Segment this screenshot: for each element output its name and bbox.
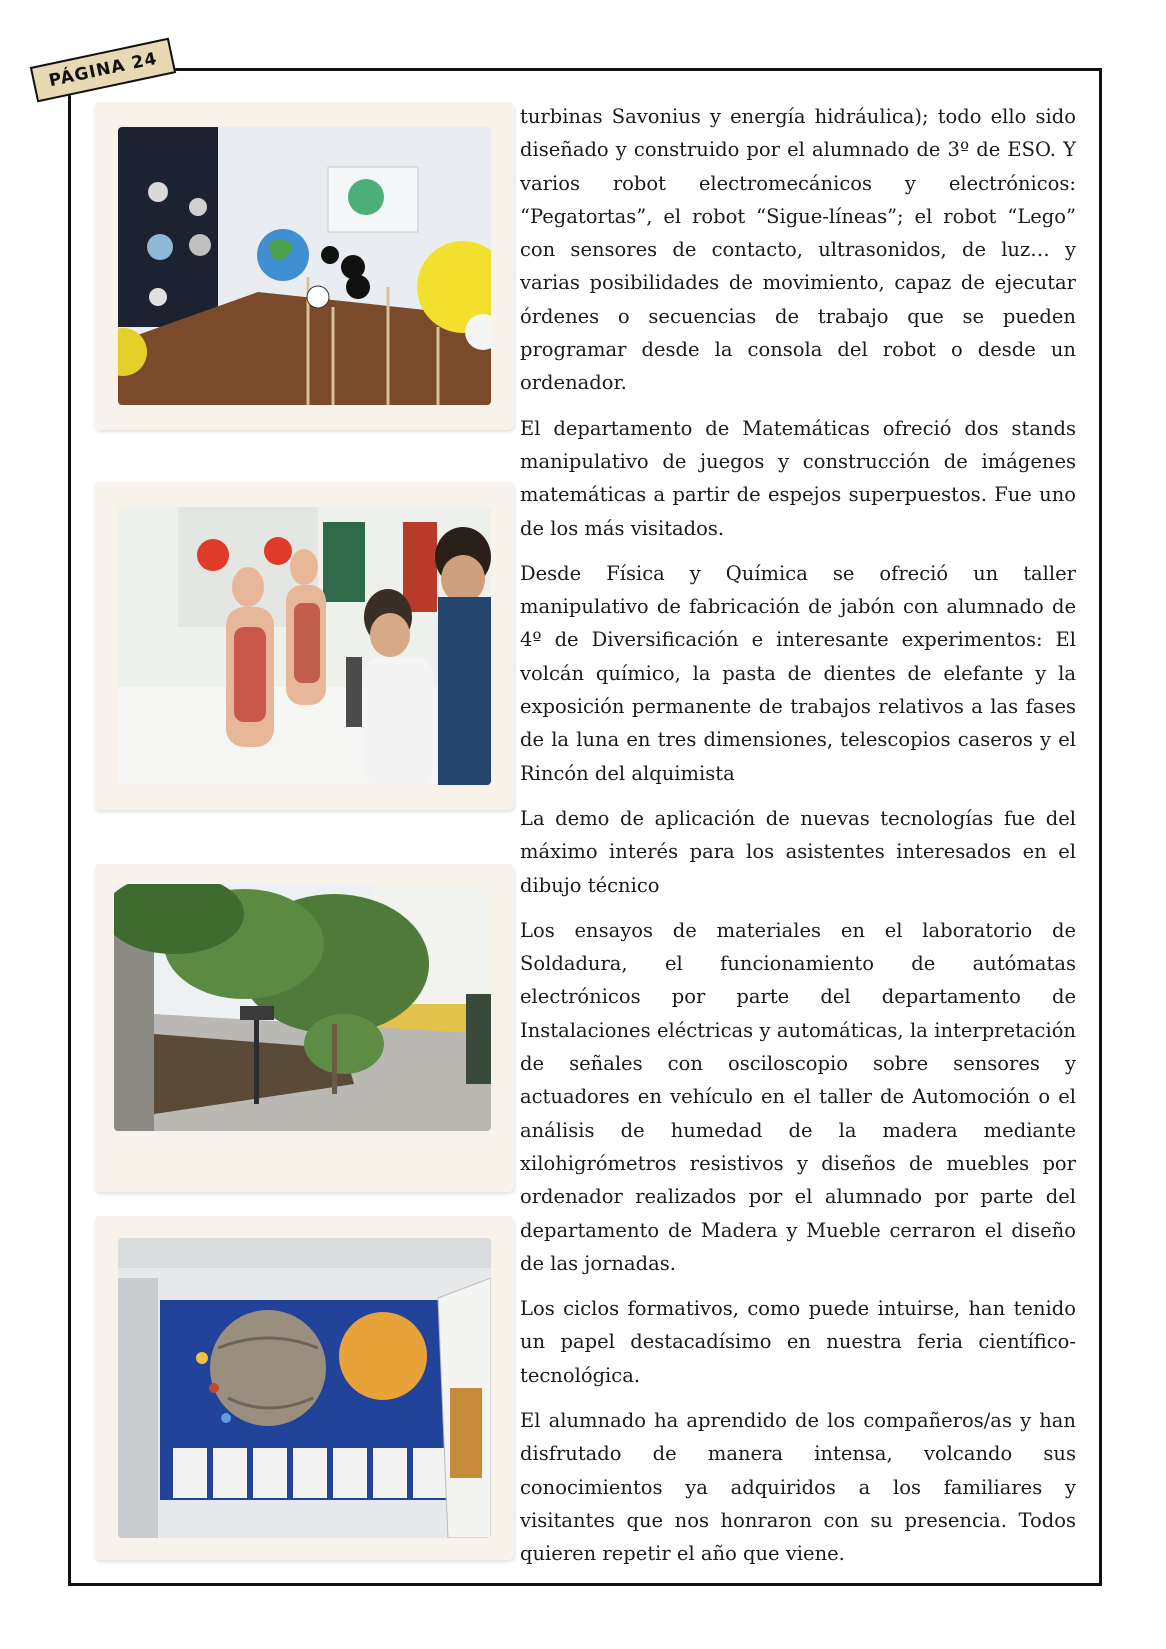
photo-card-1 [94,102,514,430]
paragraph-6: Los ciclos formativos, como puede intuirse, han tenido un papel destacadísimo en nuestra feria científico-tecnológica. [520,1297,1076,1387]
photo-card-2 [94,482,514,810]
photo-card-4 [94,1216,514,1560]
paragraph-4: La demo de aplicación de nuevas tecnologías fue del máximo interés para los asistentes interesados en el dibujo técnico [520,806,1076,897]
paragraph-7: El alumnado ha aprendido de los compañeros/as y han disfrutado de manera intensa, volcando sus conocimientos ya adquiridos a los familiares y visitantes que nos honraron con su presencia. Todos quieren repetir el año que viene. [520,1408,1076,1566]
paragraph-3: Desde Física y Química se ofreció un taller manipulativo de fabricación de jabón con alumnado de 4º de Diversificación e interesante experimentos: El volcán químico, la pasta de dientes de elefante y la exposición permanente de trabajos relativos a las fases de la luna en tres dimensiones, telescopios caseros y el Rincón del alquimista [520,561,1076,785]
photo-card-3 [94,864,514,1192]
planet-exhibit-photo [118,1238,491,1538]
paragraph-2: El departamento de Matemáticas ofreció dos stands manipulativo de juegos y construcción de imágenes matemáticas a partir de espejos superpuestos. Fue uno de los más visitados. [520,416,1076,540]
anatomy-models-photo [118,507,491,785]
solar-system-model-photo [118,127,491,405]
paragraph-5: Los ensayos de materiales en el laboratorio de Soldadura, el funcionamiento de autómatas electrónicos por parte del departamento de Instalaciones eléctricas y automáticas, la interpretación de señales con osciloscopio sobre sensores y actuadores en vehículo en el taller de Automoción o el análisis de humedad de la madera mediante xilohigrómetros resistivos y diseños de muebles por ordenador realizados por el alumnado por parte del departamento de Madera y Mueble cerraron el diseño de las jornadas. [520,918,1076,1275]
page-number-tag: PÁGINA 24 [30,38,177,103]
article-text [520,100,1076,1582]
garden-courtyard-photo [114,884,491,1131]
paragraph-1: turbinas Savonius y energía hidráulica); todo ello sido diseñado y construido por el alumnado de 3º de ESO. Y varios robot electromecánicos y electrónicos: “Pegatortas”, el robot “Sigue-líneas”; el robot “Lego” con sensores de contacto, ultrasonidos, de luz… y varias posibilidades de movimiento, capaz de ejecutar órdenes o secuencias de trabajo que se pueden programar desde la consola del robot o desde un ordenador. [520,105,1076,395]
